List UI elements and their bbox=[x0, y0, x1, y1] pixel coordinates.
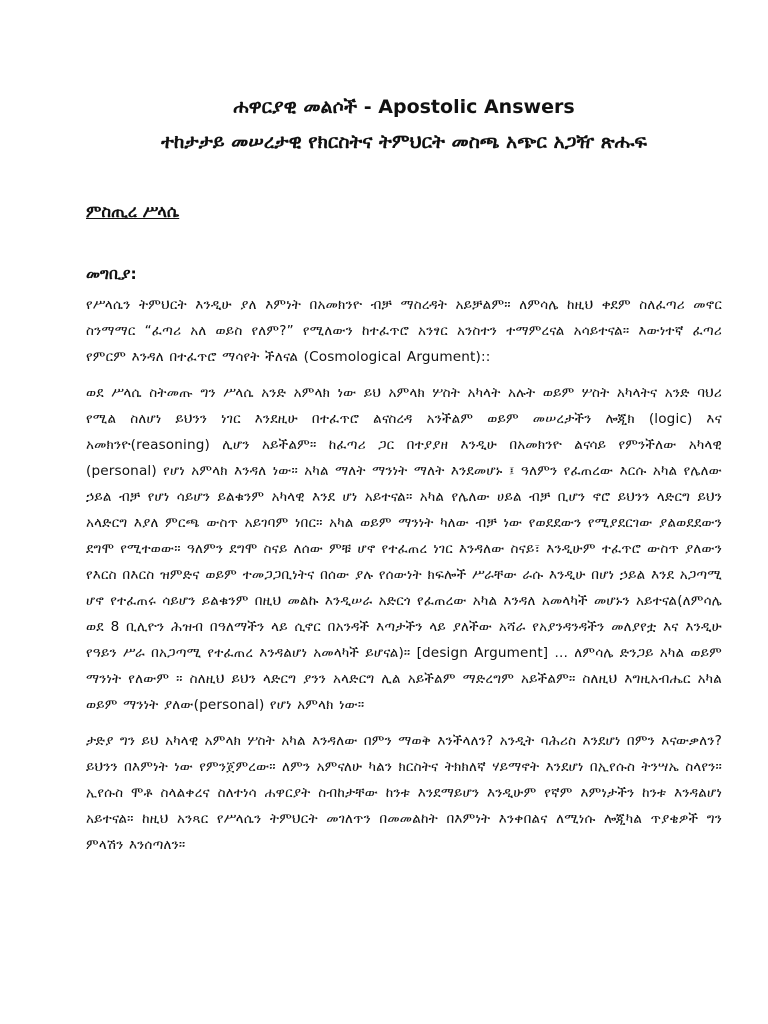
paragraph-2: ወደ ሥላሴ ስትመጡ ግን ሥላሴ አንድ አምላክ ነው ይህ አምላክ ሦስት አካላት አሉት ወይም ሦስት አካላትና አንድ ባህሪ የሚል ስለሆነ ይህንን ነገር እንደዚሁ በተፈጥሮ ልናስረዳ አንችልም ወይም መሠረታችን ሎጂክ (logic) እና አመክንዮ(reasoning) ሊሆን አይችልም። ከፈጣሪ ጋር በተያያዘ እንዲሁ በአመክንዮ ልናሳይ የምንችለው አካላዊ (personal) የሆነ አምላክ እንዳለ ነው። አካል ማለት ማንነት ማለት እንደመሆኑ ፤ ዓለምን የፈጠረው እርሱ አካል የሌለው ኃይል ብቻ የሆነ ሳይሆን ይልቁንም አካላዊ እንደ ሆነ አይተናል። አካል የሌለው ሀይል ብቻ ቢሆን ኖሮ ይህንን ላድርግ ይህን አላድርግ እያለ ምርጫ ውስጥ አይገባም ነበር። አካል ወይም ማንነት ካለው ብቻ ነው የወደደውን የሚያደርገው ያልወደደውን ደግሞ የሚተወው። ዓለምን ደግሞ ስናይ ለሰው ምቹ ሆኖ የተፈጠረ ነገር እንዳለው ስናይ፣ እንዲሁም ተፈጥሮ ውስጥ ያለውን የእርስ በእርስ ዝምድና ወይም ተመጋጋቢነትና በሰው ያሉ የሰውነት ክፍሎች ሥራቸው ራሱ እንዲሁ በሆነ ኃይል እንደ አጋጣሚ ሆኖ የተፈጠሩ ሳይሆን ይልቁንም በዚህ መልኩ እንዲሠራ አድርጎ የፈጠረው አካል እንዳለ አመላካች መሆኑን አይተናል(ለምሳሌ ወደ 8 ቢሊዮን ሕዝብ በዓለማችን ላይ ሲኖር በአንዳች እጣታችን ላይ ያለችው አሻራ የአያንዳንዳችን መለያየቷ እና እንዲሁ የዓይን ሥራ በአጋጣሚ የተፈጠረ እንዳልሆነ አመላካች ይሆናል)። [design Argument] … ለምሳሌ ድንጋይ አካል ወይም ማንነት የለውም ። ስለዚህ ይህን ላድርግ ያንን አላድርግ ሊል አይችልም ማድረግም አይችልም። ስለዚህ እግዚአብሔር አካል ወይም ማንነት ያለው(personal) የሆነ አምላክ ነው። bbox=[86, 385, 722, 713]
section-heading: ምስጢረ ሥላሴ bbox=[86, 202, 180, 221]
paragraph-3: ታድያ ግን ይህ አካላዊ አምላክ ሦስት አካል እንዳለው በምን ማወቅ እንችላለን? አንዲት ባሕሪስ እንደሆነ በምን እናውቃለን? ይህንን በእምነት ነው የምንጀምረው። ለምን አምናለሁ ካልን ክርስትና ትክክለኛ ሃይማኖት እንደሆነ በኢየሱስ ትንሣኤ ስላየን። ኢየሱስ ሞቶ ስላልቀረና ስለተነሳ ሐዋርያት ስብከታቸው ከንቱ እንደማይሆን እንዲሁም የኛም እምነታችን ከንቱ እንዳልሆነ አይተናል። ከዚህ አንጻር የሥላሴን ትምህርት መገለጥን በመመልከት በእምነት እንቀበልና ለሚነሱ ሎጂካል ጥያቄዎች ግን ምላሽን እንሰጣለን። bbox=[86, 733, 722, 853]
introduction-heading: መግቢያ: bbox=[86, 265, 137, 283]
document-title: ሐዋርያዊ መልሶች - Apostolic Answers bbox=[233, 96, 575, 118]
paragraph-1: የሥላሴን ትምህርት እንዲሁ ያለ እምነት በአመክንዮ ብቻ ማስረዳት አይቻልም። ለምሳሌ ከዚህ ቀደም ስለፈጣሪ መኖር ስንማማር “ፈጣሪ አለ ወይስ የለም?” የሚለውን ከተፈጥሮ አንፃር አንስተን ተማምረናል አሳይተናል። እውነተኛ ፈጣሪ የምርም እንዳለ በተፈጥሮ ማሳየት ችለናል (Cosmological Argument):: bbox=[86, 297, 722, 365]
document-subtitle: ተከታታይ መሠረታዊ የክርስትና ትምህርት መስጫ አጭር አጋዥ ጽሑፍ bbox=[161, 131, 647, 153]
